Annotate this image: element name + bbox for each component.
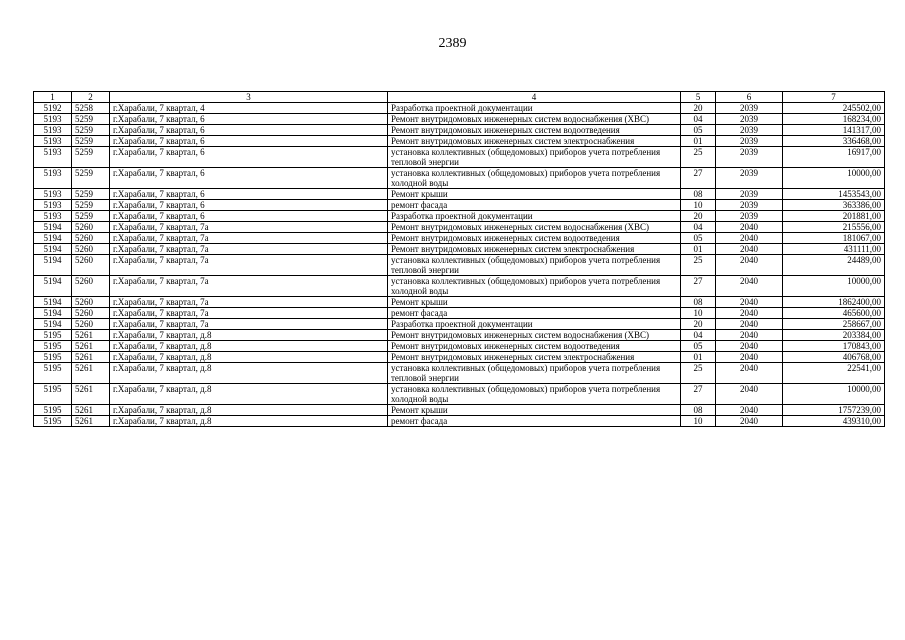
address-cell: г.Харабали, 7 квартал, 7а [110, 222, 388, 233]
row-number-cell: 5193 [34, 168, 72, 189]
work-type-cell: Разработка проектной документации [388, 319, 681, 330]
table-row [34, 222, 885, 233]
year-cell: 2040 [716, 233, 783, 244]
amount-cell: 336468,00 [783, 136, 885, 147]
column-header: 5 [681, 92, 716, 103]
amount-cell: 439310,00 [783, 416, 885, 427]
house-code-cell: 5260 [72, 276, 110, 297]
address-cell: г.Харабали, 7 квартал, 7а [110, 276, 388, 297]
year-cell: 2039 [716, 114, 783, 125]
house-code-cell: 5261 [72, 416, 110, 427]
row-number-cell: 5194 [34, 297, 72, 308]
year-cell: 2040 [716, 416, 783, 427]
table-header-row [34, 92, 885, 103]
amount-cell: 1757239,00 [783, 405, 885, 416]
house-code-cell: 5259 [72, 168, 110, 189]
work-type-cell: Ремонт внутридомовых инженерных систем электроснабжения [388, 352, 681, 363]
work-code-cell: 27 [681, 276, 716, 297]
row-number-cell: 5194 [34, 276, 72, 297]
row-number-cell: 5194 [34, 319, 72, 330]
table-row [34, 352, 885, 363]
amount-cell: 10000,00 [783, 384, 885, 405]
year-cell: 2040 [716, 255, 783, 276]
address-cell: г.Харабали, 7 квартал, 6 [110, 200, 388, 211]
work-code-cell: 10 [681, 200, 716, 211]
work-type-cell: установка коллективных (общедомовых) приборов учета потребления холодной воды [388, 384, 681, 405]
row-number-cell: 5194 [34, 244, 72, 255]
table-row [34, 384, 885, 405]
work-code-cell: 05 [681, 341, 716, 352]
address-cell: г.Харабали, 7 квартал, д.8 [110, 363, 388, 384]
table-row [34, 147, 885, 168]
table-row [34, 319, 885, 330]
page-number: 2389 [438, 36, 467, 51]
address-cell: г.Харабали, 7 квартал, 6 [110, 168, 388, 189]
column-header: 1 [34, 92, 72, 103]
house-code-cell: 5261 [72, 341, 110, 352]
amount-cell: 245502,00 [783, 103, 885, 114]
year-cell: 2040 [716, 222, 783, 233]
work-code-cell: 08 [681, 189, 716, 200]
address-cell: г.Харабали, 7 квартал, 6 [110, 136, 388, 147]
work-code-cell: 01 [681, 136, 716, 147]
house-code-cell: 5260 [72, 308, 110, 319]
work-type-cell: установка коллективных (общедомовых) приборов учета потребления холодной воды [388, 276, 681, 297]
house-code-cell: 5260 [72, 319, 110, 330]
address-cell: г.Харабали, 7 квартал, 4 [110, 103, 388, 114]
row-number-cell: 5195 [34, 416, 72, 427]
year-cell: 2039 [716, 147, 783, 168]
work-code-cell: 20 [681, 319, 716, 330]
year-cell: 2040 [716, 244, 783, 255]
work-type-cell: Разработка проектной документации [388, 211, 681, 222]
table-row [34, 125, 885, 136]
house-code-cell: 5260 [72, 297, 110, 308]
amount-cell: 215556,00 [783, 222, 885, 233]
row-number-cell: 5195 [34, 352, 72, 363]
house-code-cell: 5259 [72, 114, 110, 125]
works-table [33, 91, 885, 427]
column-header: 4 [388, 92, 681, 103]
work-type-cell: Ремонт крыши [388, 297, 681, 308]
house-code-cell: 5259 [72, 147, 110, 168]
column-header: 2 [72, 92, 110, 103]
work-type-cell: Разработка проектной документации [388, 103, 681, 114]
amount-cell: 431111,00 [783, 244, 885, 255]
address-cell: г.Харабали, 7 квартал, д.8 [110, 405, 388, 416]
work-type-cell: установка коллективных (общедомовых) приборов учета потребления холодной воды [388, 168, 681, 189]
year-cell: 2040 [716, 297, 783, 308]
work-code-cell: 08 [681, 297, 716, 308]
address-cell: г.Харабали, 7 квартал, 6 [110, 125, 388, 136]
address-cell: г.Харабали, 7 квартал, 7а [110, 308, 388, 319]
row-number-cell: 5195 [34, 363, 72, 384]
table-row [34, 114, 885, 125]
amount-cell: 1862400,00 [783, 297, 885, 308]
table-row [34, 233, 885, 244]
year-cell: 2040 [716, 319, 783, 330]
work-type-cell: установка коллективных (общедомовых) приборов учета потребления тепловой энергии [388, 363, 681, 384]
work-code-cell: 25 [681, 255, 716, 276]
table-row [34, 189, 885, 200]
table-row [34, 276, 885, 297]
work-code-cell: 04 [681, 114, 716, 125]
work-type-cell: установка коллективных (общедомовых) приборов учета потребления тепловой энергии [388, 147, 681, 168]
house-code-cell: 5259 [72, 136, 110, 147]
row-number-cell: 5195 [34, 405, 72, 416]
house-code-cell: 5260 [72, 222, 110, 233]
address-cell: г.Харабали, 7 квартал, 7а [110, 319, 388, 330]
row-number-cell: 5193 [34, 189, 72, 200]
amount-cell: 1453543,00 [783, 189, 885, 200]
address-cell: г.Харабали, 7 квартал, 7а [110, 297, 388, 308]
table-row [34, 363, 885, 384]
amount-cell: 10000,00 [783, 168, 885, 189]
address-cell: г.Харабали, 7 квартал, д.8 [110, 341, 388, 352]
year-cell: 2040 [716, 308, 783, 319]
amount-cell: 168234,00 [783, 114, 885, 125]
year-cell: 2040 [716, 363, 783, 384]
table-row [34, 405, 885, 416]
work-type-cell: ремонт фасада [388, 200, 681, 211]
work-code-cell: 20 [681, 211, 716, 222]
house-code-cell: 5259 [72, 211, 110, 222]
table-row [34, 103, 885, 114]
work-code-cell: 01 [681, 244, 716, 255]
column-header: 6 [716, 92, 783, 103]
house-code-cell: 5261 [72, 405, 110, 416]
amount-cell: 201881,00 [783, 211, 885, 222]
work-code-cell: 04 [681, 222, 716, 233]
address-cell: г.Харабали, 7 квартал, д.8 [110, 384, 388, 405]
row-number-cell: 5194 [34, 308, 72, 319]
year-cell: 2039 [716, 103, 783, 114]
work-type-cell: Ремонт крыши [388, 189, 681, 200]
row-number-cell: 5194 [34, 233, 72, 244]
house-code-cell: 5259 [72, 189, 110, 200]
table-row [34, 341, 885, 352]
year-cell: 2039 [716, 211, 783, 222]
house-code-cell: 5261 [72, 352, 110, 363]
year-cell: 2039 [716, 189, 783, 200]
row-number-cell: 5193 [34, 211, 72, 222]
work-code-cell: 05 [681, 125, 716, 136]
work-type-cell: Ремонт внутридомовых инженерных систем водоотведения [388, 125, 681, 136]
work-code-cell: 10 [681, 416, 716, 427]
address-cell: г.Харабали, 7 квартал, 6 [110, 114, 388, 125]
work-type-cell: Ремонт внутридомовых инженерных систем электроснабжения [388, 136, 681, 147]
table-row [34, 168, 885, 189]
house-code-cell: 5261 [72, 363, 110, 384]
row-number-cell: 5194 [34, 222, 72, 233]
column-header: 7 [783, 92, 885, 103]
table-row [34, 200, 885, 211]
house-code-cell: 5259 [72, 125, 110, 136]
work-code-cell: 25 [681, 363, 716, 384]
table-row [34, 297, 885, 308]
amount-cell: 181067,00 [783, 233, 885, 244]
work-code-cell: 25 [681, 147, 716, 168]
row-number-cell: 5194 [34, 255, 72, 276]
table-row [34, 308, 885, 319]
work-type-cell: Ремонт внутридомовых инженерных систем электроснабжения [388, 244, 681, 255]
row-number-cell: 5193 [34, 125, 72, 136]
table-row [34, 255, 885, 276]
year-cell: 2040 [716, 405, 783, 416]
table-row [34, 416, 885, 427]
work-code-cell: 27 [681, 384, 716, 405]
work-code-cell: 10 [681, 308, 716, 319]
year-cell: 2040 [716, 341, 783, 352]
amount-cell: 10000,00 [783, 276, 885, 297]
amount-cell: 141317,00 [783, 125, 885, 136]
work-type-cell: установка коллективных (общедомовых) приборов учета потребления тепловой энергии [388, 255, 681, 276]
address-cell: г.Харабали, 7 квартал, 6 [110, 211, 388, 222]
work-type-cell: ремонт фасада [388, 308, 681, 319]
year-cell: 2040 [716, 276, 783, 297]
house-code-cell: 5260 [72, 233, 110, 244]
address-cell: г.Харабали, 7 квартал, 7а [110, 244, 388, 255]
row-number-cell: 5192 [34, 103, 72, 114]
table-row [34, 136, 885, 147]
table-row [34, 211, 885, 222]
amount-cell: 258667,00 [783, 319, 885, 330]
work-code-cell: 20 [681, 103, 716, 114]
house-code-cell: 5261 [72, 330, 110, 341]
address-cell: г.Харабали, 7 квартал, 6 [110, 147, 388, 168]
amount-cell: 16917,00 [783, 147, 885, 168]
table-row [34, 330, 885, 341]
amount-cell: 170843,00 [783, 341, 885, 352]
amount-cell: 24489,00 [783, 255, 885, 276]
year-cell: 2039 [716, 200, 783, 211]
table-row [34, 244, 885, 255]
house-code-cell: 5260 [72, 244, 110, 255]
amount-cell: 406768,00 [783, 352, 885, 363]
column-header: 3 [110, 92, 388, 103]
year-cell: 2039 [716, 168, 783, 189]
row-number-cell: 5193 [34, 136, 72, 147]
amount-cell: 203384,00 [783, 330, 885, 341]
address-cell: г.Харабали, 7 квартал, 7а [110, 255, 388, 276]
amount-cell: 22541,00 [783, 363, 885, 384]
row-number-cell: 5195 [34, 341, 72, 352]
year-cell: 2040 [716, 352, 783, 363]
address-cell: г.Харабали, 7 квартал, 6 [110, 189, 388, 200]
year-cell: 2039 [716, 125, 783, 136]
year-cell: 2039 [716, 136, 783, 147]
address-cell: г.Харабали, 7 квартал, д.8 [110, 330, 388, 341]
work-code-cell: 01 [681, 352, 716, 363]
work-code-cell: 27 [681, 168, 716, 189]
table-body [34, 103, 885, 427]
year-cell: 2040 [716, 384, 783, 405]
row-number-cell: 5193 [34, 147, 72, 168]
address-cell: г.Харабали, 7 квартал, 7а [110, 233, 388, 244]
row-number-cell: 5195 [34, 330, 72, 341]
work-type-cell: Ремонт внутридомовых инженерных систем водоснабжения (ХВС) [388, 222, 681, 233]
work-type-cell: Ремонт крыши [388, 405, 681, 416]
work-type-cell: Ремонт внутридомовых инженерных систем водоснабжения (ХВС) [388, 330, 681, 341]
work-code-cell: 08 [681, 405, 716, 416]
address-cell: г.Харабали, 7 квартал, д.8 [110, 352, 388, 363]
house-code-cell: 5259 [72, 200, 110, 211]
work-type-cell: ремонт фасада [388, 416, 681, 427]
address-cell: г.Харабали, 7 квартал, д.8 [110, 416, 388, 427]
work-code-cell: 05 [681, 233, 716, 244]
amount-cell: 465600,00 [783, 308, 885, 319]
work-type-cell: Ремонт внутридомовых инженерных систем водоснабжения (ХВС) [388, 114, 681, 125]
work-type-cell: Ремонт внутридомовых инженерных систем водоотведения [388, 233, 681, 244]
row-number-cell: 5195 [34, 384, 72, 405]
row-number-cell: 5193 [34, 200, 72, 211]
row-number-cell: 5193 [34, 114, 72, 125]
work-code-cell: 04 [681, 330, 716, 341]
house-code-cell: 5258 [72, 103, 110, 114]
house-code-cell: 5260 [72, 255, 110, 276]
house-code-cell: 5261 [72, 384, 110, 405]
year-cell: 2040 [716, 330, 783, 341]
amount-cell: 363386,00 [783, 200, 885, 211]
work-type-cell: Ремонт внутридомовых инженерных систем водоотведения [388, 341, 681, 352]
